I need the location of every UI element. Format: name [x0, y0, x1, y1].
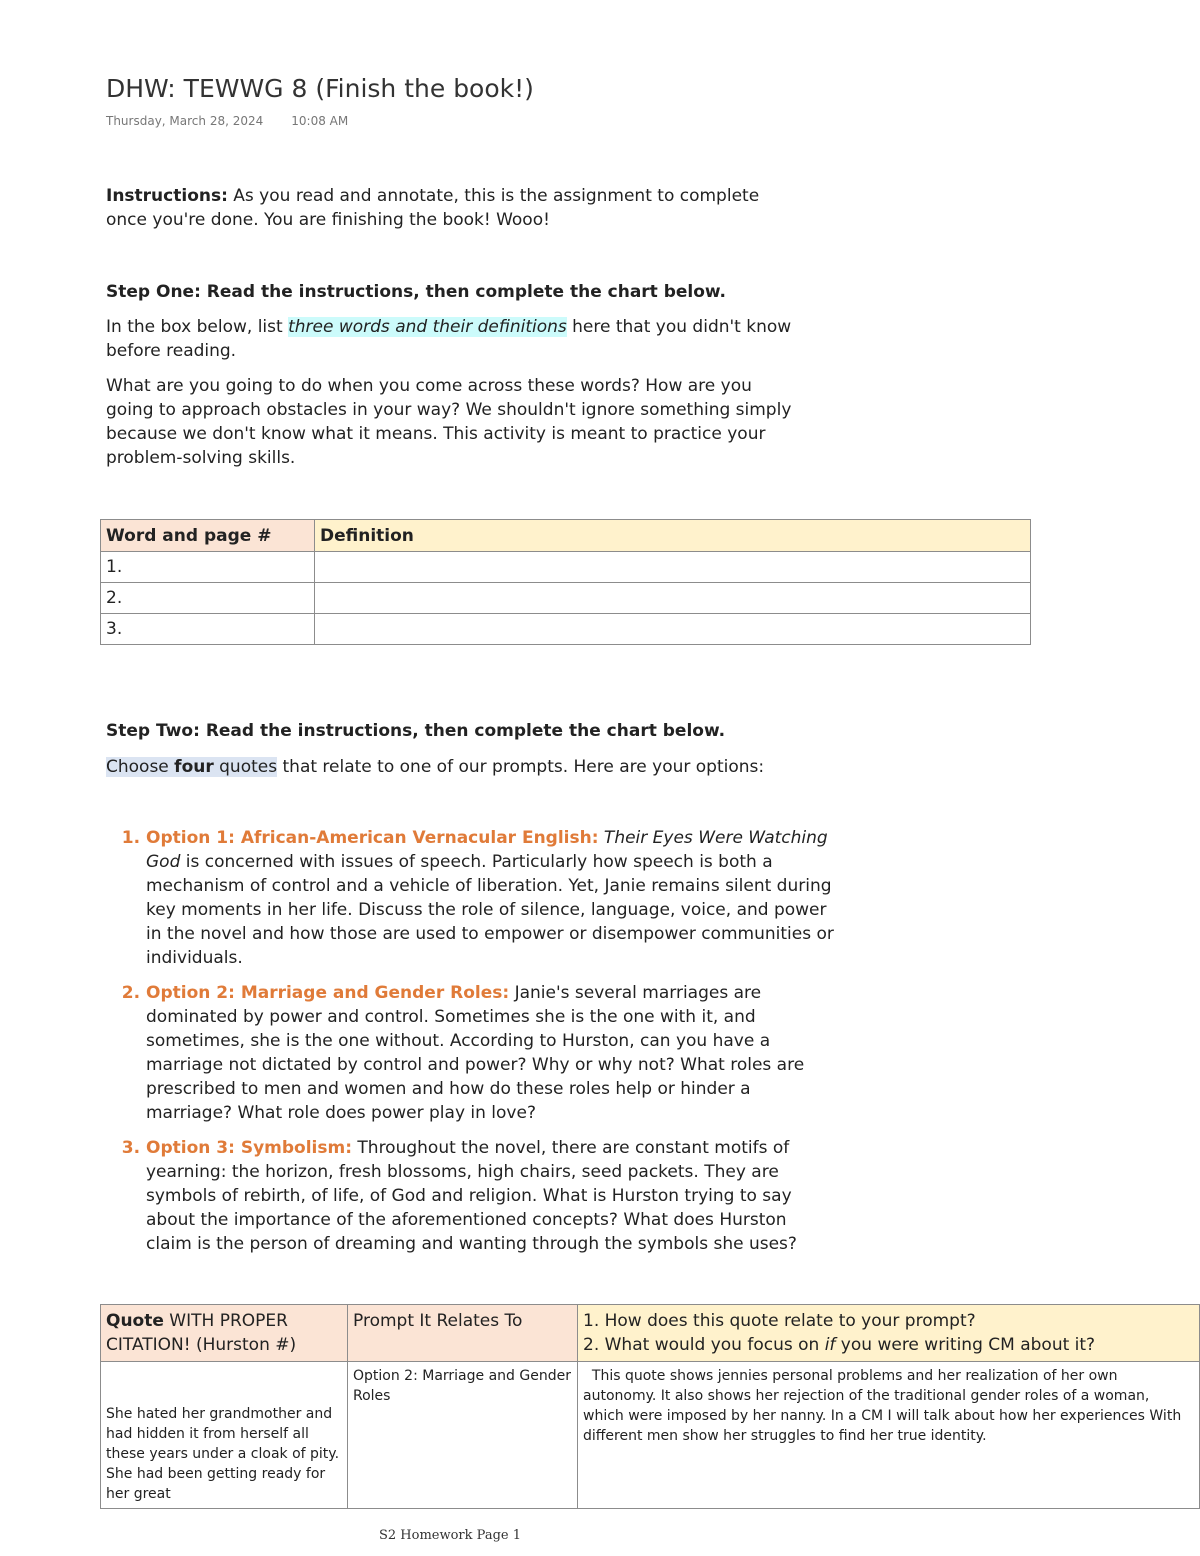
- step-one-paragraph-1: [106, 315, 796, 363]
- page-title: DHW: TEWWG 8 (Finish the book!): [106, 74, 534, 103]
- table-row: [101, 614, 1031, 645]
- response-question-1: 1. How does this quote relate to your prompt?: [583, 1311, 976, 1331]
- response-text: This quote shows jennies personal problems and her realization of her own autonomy. It also shows her rejection of the traditional gender roles of a woman, which were imposed by her nanny. In a CM I will talk about how her experiences With different men show her struggles to find her true identity.: [583, 1368, 1182, 1444]
- instructions-paragraph: [106, 184, 796, 232]
- definition-cell[interactable]: [315, 552, 1031, 583]
- intro-highlight-1: Choose: [106, 757, 175, 777]
- quotes-table-header: [101, 1305, 1200, 1362]
- table-row: [101, 583, 1031, 614]
- quote-header-bold: Quote: [106, 1311, 164, 1331]
- vocabulary-table-header: [101, 520, 1031, 552]
- step-one-heading: Step One: Read the instructions, then complete the chart below.: [106, 282, 727, 302]
- page-timestamp: [106, 114, 348, 128]
- word-cell[interactable]: 3.: [101, 614, 315, 645]
- instructions-label: Instructions:: [106, 186, 228, 206]
- response-cell[interactable]: [578, 1362, 1200, 1509]
- table-row: [101, 552, 1031, 583]
- column-header-quote: [101, 1305, 348, 1362]
- quote-text: She hated her grandmother and had hidden it from herself all these years under a cloak of pity. She had been getting ready for her great: [106, 1406, 340, 1502]
- option-label: Option 2: Marriage and Gender Roles:: [146, 983, 510, 1003]
- quote-header-rest: WITH PROPER CITATION! (Hurston #): [106, 1311, 297, 1355]
- quote-cell[interactable]: [101, 1362, 348, 1509]
- option-label: Option 3: Symbolism:: [146, 1138, 352, 1158]
- step-one-text: In the box below, list: [106, 317, 289, 337]
- table-row: [101, 1362, 1200, 1509]
- page-time: 10:08 AM: [291, 114, 349, 128]
- list-item: [146, 981, 836, 1125]
- intro-highlight-2: quotes: [213, 757, 278, 777]
- question-2-text: 2. What would you focus on: [583, 1335, 825, 1355]
- intro-rest: that relate to one of our prompts. Here are your options:: [277, 757, 765, 777]
- prompt-cell[interactable]: Option 2: Marriage and Gender Roles: [348, 1362, 578, 1509]
- step-two-heading: Step Two: Read the instructions, then complete the chart below.: [106, 721, 726, 741]
- option-italic: Their Eyes Were Watching God: [146, 828, 828, 872]
- column-header-prompt: Prompt It Relates To: [348, 1305, 578, 1362]
- column-header-word: Word and page #: [101, 520, 315, 552]
- question-2-italic: if: [824, 1335, 836, 1355]
- response-question-2: [583, 1333, 1194, 1357]
- word-cell[interactable]: 1.: [101, 552, 315, 583]
- highlighted-phrase: three words and their definitions: [288, 317, 567, 337]
- page-footer: S2 Homework Page 1: [378, 1528, 521, 1543]
- list-item: [146, 826, 836, 970]
- step-one-text-after: here that you didn't know before reading.: [106, 317, 792, 361]
- definition-cell[interactable]: [315, 614, 1031, 645]
- option-text: is concerned with issues of speech. Particularly how speech is both a mechanism of control and a vehicle of liberation. Yet, Janie remains silent during key moments in her life. Discuss the role of silence, language, voice, and power in the novel and how those are used to empower or disempower communities or individuals.: [146, 852, 834, 968]
- instructions-text: As you read and annotate, this is the assignment to complete once you're done. You are finishing the book! Wooo!: [106, 186, 760, 230]
- option-label: Option 1: African-American Vernacular English:: [146, 828, 599, 848]
- definition-cell[interactable]: [315, 583, 1031, 614]
- list-item: [146, 1136, 836, 1256]
- option-text: Throughout the novel, there are constant motifs of yearning: the horizon, fresh blossoms, high chairs, seed packets. They are symbols of rebirth, of life, of God and religion. What is Hurston trying to say about the importance of the aforementioned concepts? What does Hurston claim is the person of dreaming and wanting through the symbols she uses?: [146, 1138, 797, 1254]
- column-header-response: [578, 1305, 1200, 1362]
- question-2-text-after: you were writing CM about it?: [835, 1335, 1096, 1355]
- option-text: Janie's several marriages are dominated by power and control. Sometimes she is the one with it, and sometimes, she is the one without. According to Hurston, can you have a marriage not dictated by control and power? Why or why not? What roles are prescribed to men and women and how do these roles help or hinder a marriage? What role does power play in love?: [146, 983, 805, 1123]
- vocabulary-table: [100, 519, 1031, 645]
- quotes-table: [100, 1304, 1200, 1509]
- word-cell[interactable]: 2.: [101, 583, 315, 614]
- page-date: Thursday, March 28, 2024: [106, 114, 264, 128]
- prompt-options-list: [106, 826, 836, 1267]
- step-two-intro: [106, 755, 826, 779]
- intro-highlight-bold: four: [174, 757, 214, 777]
- step-one-paragraph-2: What are you going to do when you come across these words? How are you going to approach obstacles in your way? We shouldn't ignore something simply because we don't know what it means. This activity is meant to practice your problem-solving skills.: [106, 376, 792, 468]
- column-header-definition: Definition: [315, 520, 1031, 552]
